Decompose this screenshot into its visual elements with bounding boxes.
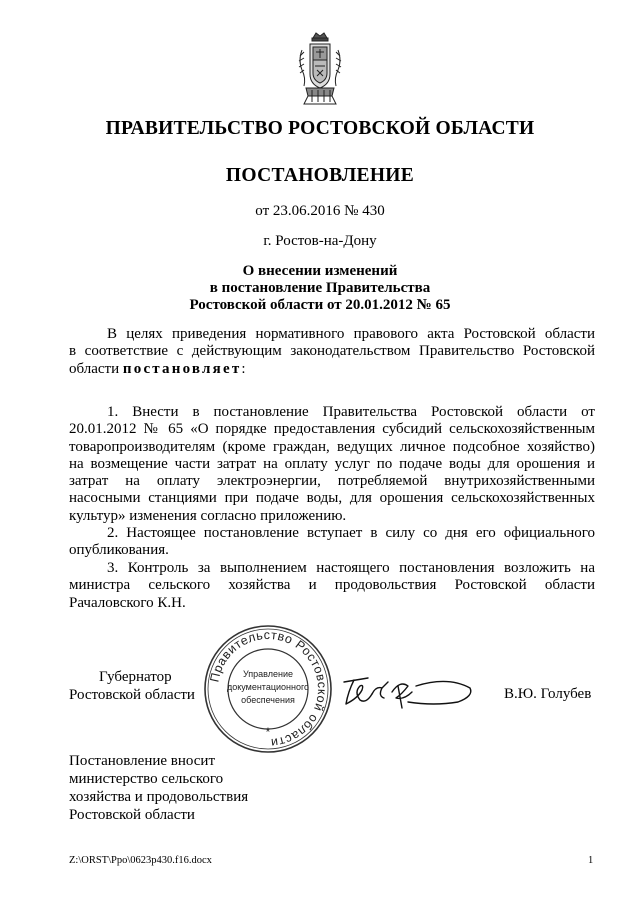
stamp-inner-line: документационного: [226, 682, 310, 692]
text-line: в соответствие с действующим законодательством Правительство Ростовской: [69, 343, 595, 360]
position-line: Ростовской области: [69, 687, 195, 703]
government-title: ПРАВИТЕЛЬСТВО РОСТОВСКОЙ ОБЛАСТИ: [105, 118, 535, 139]
coat-of-arms-icon: [296, 30, 344, 108]
handwritten-signature: [338, 668, 478, 718]
text-line: опубликования.: [69, 542, 169, 559]
note-line: хозяйства и продовольствия: [69, 789, 249, 805]
text-line: 2. Настоящее постановление вступает в силу со дня его официального: [107, 525, 595, 541]
subject-line: О внесении изменений: [242, 263, 398, 279]
decree-word: постановляет: [122, 360, 242, 377]
preamble-prefix: области: [69, 360, 123, 377]
page-number: 1: [588, 855, 594, 866]
text-line: Рачаловского К.Н.: [69, 594, 186, 611]
preamble: [69, 326, 595, 378]
text-line: затрат на оплату электроэнергии, потребляемой внутрихозяйственными: [69, 473, 595, 490]
item-1: [69, 404, 595, 525]
text-line: министра сельского хозяйства и продовольствия Ростовской области: [69, 577, 595, 594]
preamble-suffix: :: [241, 360, 246, 377]
note-line: министерство сельского: [69, 771, 224, 787]
subject-line: в постановление Правительства: [209, 280, 431, 296]
note-line: Ростовской области: [69, 807, 195, 823]
text-line: 1. Внести в постановление Правительства Ростовской области от: [107, 404, 595, 420]
text-line: [69, 361, 595, 378]
subject-line: Ростовской области от 20.01.2012 № 65: [189, 297, 451, 313]
text-line: насосными станциями при подаче воды, для орошения сельскохозяйственных: [69, 490, 595, 507]
subject-heading: [0, 263, 640, 314]
date-number: от 23.06.2016 № 430: [255, 203, 385, 219]
text-line: 20.01.2012 № 65 «О порядке предоставления субсидий сельскохозяйственным: [69, 421, 595, 438]
document-type-title: ПОСТАНОВЛЕНИЕ: [225, 165, 415, 186]
item-3: [69, 560, 595, 612]
text-line: В целях приведения нормативного правового акта Ростовской области: [107, 326, 595, 342]
city-line: г. Ростов-на-Дону: [263, 233, 377, 249]
position-line: Губернатор: [99, 669, 172, 685]
text-line: товаропроизводителям (кроме граждан, ведущих личное подсобное хозяйство): [69, 438, 595, 455]
file-path: Z:\ORST\Ppo\0623p430.f16.docx: [69, 855, 212, 866]
item-2: [69, 525, 595, 560]
stamp-inner-line: обеспечения: [241, 695, 295, 705]
signatory-name: В.Ю. Голубев: [504, 686, 592, 702]
note-line: Постановление вносит: [69, 753, 216, 769]
stamp-star: *: [265, 725, 271, 739]
text-line: на возмещение части затрат на оплату услуг по подаче воды для орошения и: [69, 455, 595, 472]
text-line: 3. Контроль за выполнением настоящего постановления возложить на: [107, 560, 595, 576]
stamp-ring-text: Правительство Ростовской области: [207, 627, 330, 751]
signatory-position: [69, 668, 195, 704]
official-stamp: [202, 623, 334, 755]
submitted-by-note: [69, 752, 248, 824]
text-line: культур» изменения согласно приложению.: [69, 507, 347, 524]
stamp-inner-line: Управление: [242, 669, 294, 679]
